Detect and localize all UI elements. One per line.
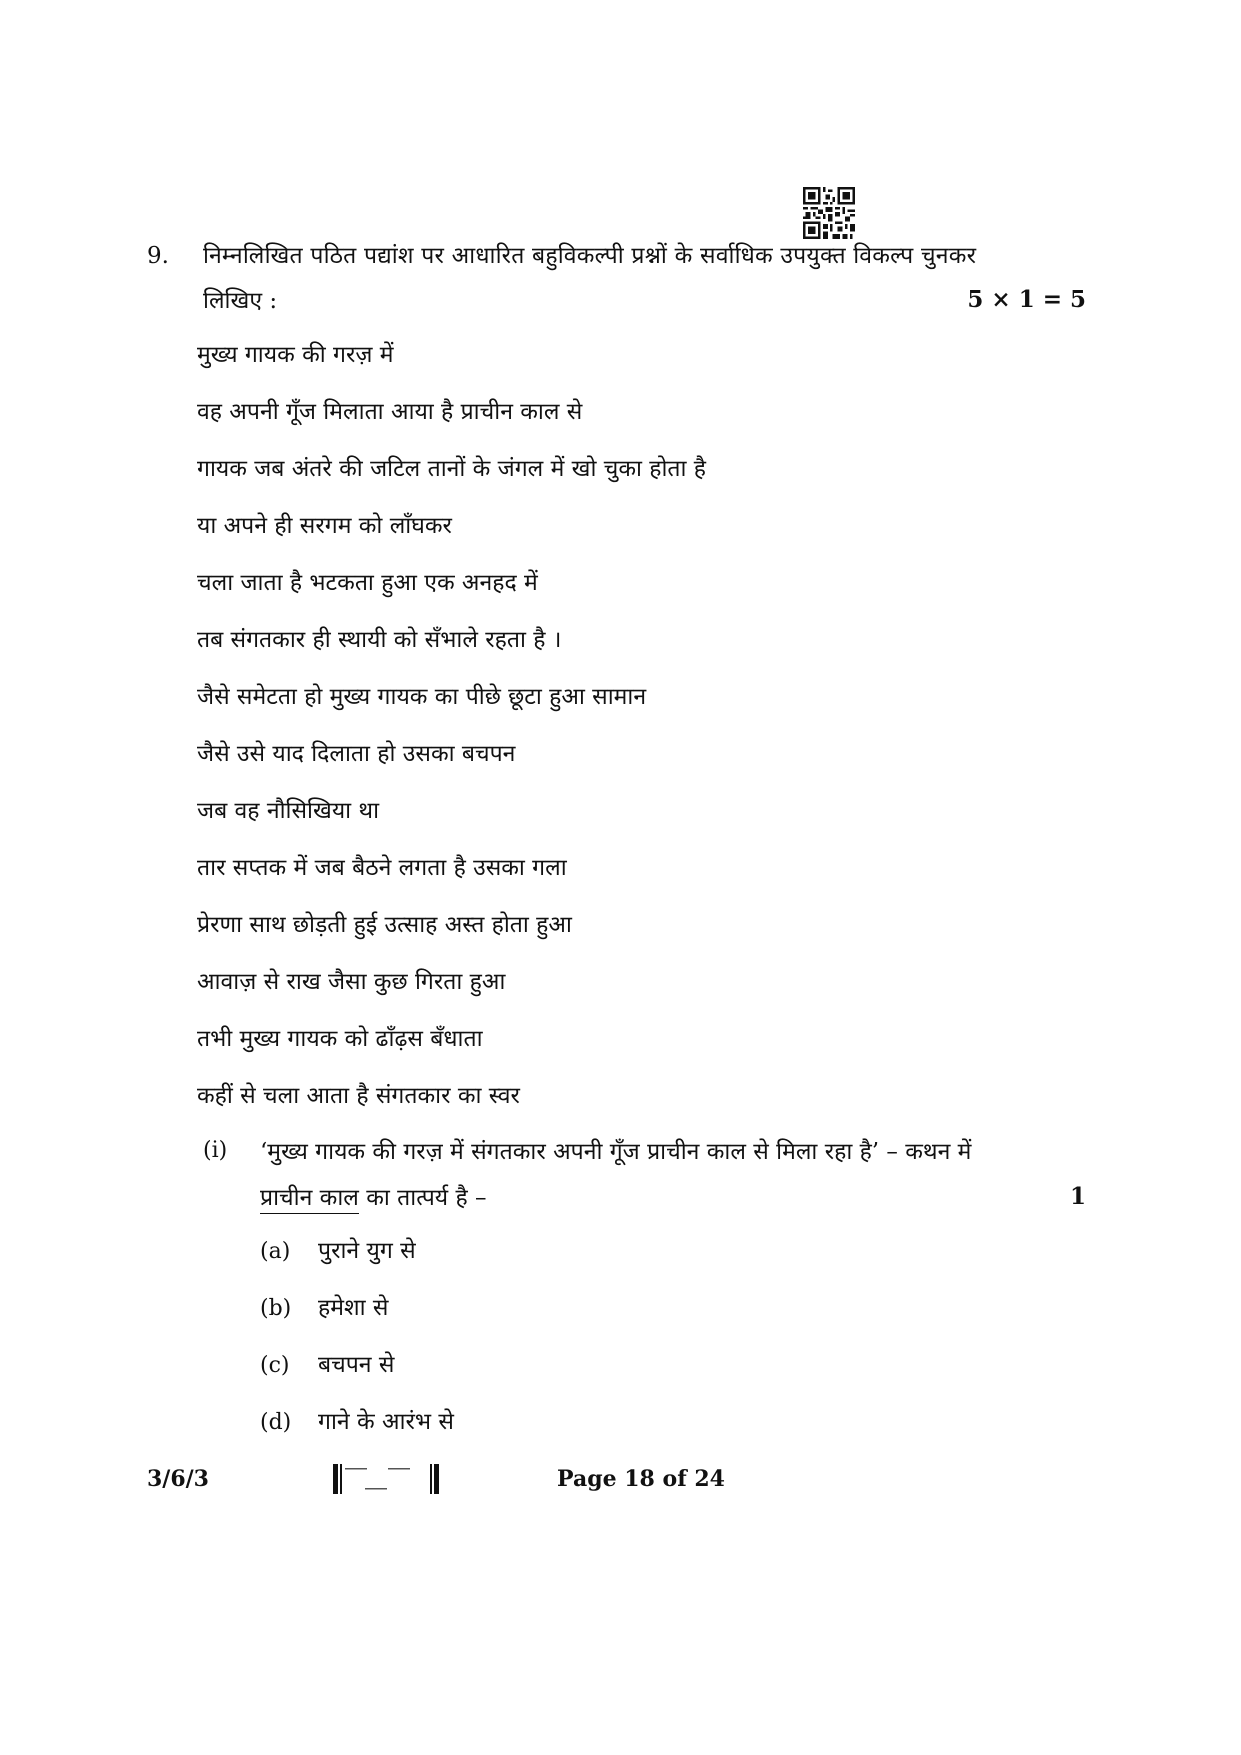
- poem-line: जैसे समेटता हो मुख्य गायक का पीछे छूटा हुआ सामान: [197, 684, 647, 710]
- qr-code-icon: [803, 187, 855, 239]
- question-instruction-line2: लिखिए :: [203, 288, 278, 314]
- sub-question-text-line1: ‘मुख्य गायक की गरज़ में संगतकार अपनी गूँज प्राचीन काल से मिला रहा है’ – कथन में: [260, 1139, 972, 1165]
- option-label: (a): [260, 1239, 291, 1264]
- barcode-icon: [333, 1462, 439, 1496]
- poem-line: तभी मुख्य गायक को ढाँढ़स बँधाता: [197, 1026, 483, 1052]
- option-text: गाने के आरंभ से: [318, 1409, 454, 1435]
- poem-line: आवाज़ से राख जैसा कुछ गिरता हुआ: [197, 969, 506, 995]
- option-d[interactable]: [260, 1407, 454, 1464]
- option-label: (d): [260, 1410, 292, 1435]
- option-c[interactable]: [260, 1350, 454, 1407]
- poem-line: प्रेरणा साथ छोड़ती हुई उत्साह अस्त होता हुआ: [197, 912, 572, 938]
- option-text: पुराने युग से: [318, 1238, 416, 1264]
- paper-code: 3/6/3: [147, 1466, 209, 1492]
- question-marks: 5 × 1 = 5: [967, 286, 1086, 313]
- option-text: हमेशा से: [318, 1295, 389, 1321]
- poem-line: चला जाता है भटकता हुआ एक अनहद में: [197, 570, 538, 596]
- answer-options: [260, 1236, 454, 1464]
- poem-line: या अपने ही सरगम को लाँघकर: [197, 513, 452, 539]
- underlined-phrase: प्राचीन काल: [260, 1185, 359, 1214]
- page-number: Page 18 of 24: [557, 1466, 725, 1492]
- poem-line: जब वह नौसिखिया था: [197, 798, 380, 824]
- question-number: 9.: [147, 243, 169, 269]
- option-label: (c): [260, 1353, 290, 1378]
- option-text: बचपन से: [318, 1352, 395, 1378]
- sub-question-number: (i): [203, 1138, 228, 1163]
- poem-line: तब संगतकार ही स्थायी को सँभाले रहता है ।: [197, 627, 562, 653]
- poem-line: कहीं से चला आता है संगतकार का स्वर: [197, 1083, 520, 1109]
- poem-line: वह अपनी गूँज मिलाता आया है प्राचीन काल से: [197, 399, 583, 425]
- option-a[interactable]: [260, 1236, 454, 1293]
- sub-question-marks: 1: [1069, 1183, 1086, 1210]
- poem-line: जैसे उसे याद दिलाता हो उसका बचपन: [197, 741, 516, 767]
- option-label: (b): [260, 1296, 292, 1321]
- sub-question-text-line2: [260, 1180, 486, 1212]
- poem-passage: [197, 340, 706, 1138]
- sub-question-text-rest: का तात्पर्य है –: [358, 1185, 487, 1211]
- poem-line: तार सप्तक में जब बैठने लगता है उसका गला: [197, 855, 567, 881]
- option-b[interactable]: [260, 1293, 454, 1350]
- poem-line: मुख्य गायक की गरज़ में: [197, 342, 394, 368]
- question-instruction-line1: निम्नलिखित पठित पद्यांश पर आधारित बहुविकल्पी प्रश्नों के सर्वाधिक उपयुक्त विकल्प चुनकर: [203, 243, 977, 269]
- poem-line: गायक जब अंतरे की जटिल तानों के जंगल में खो चुका होता है: [197, 456, 707, 482]
